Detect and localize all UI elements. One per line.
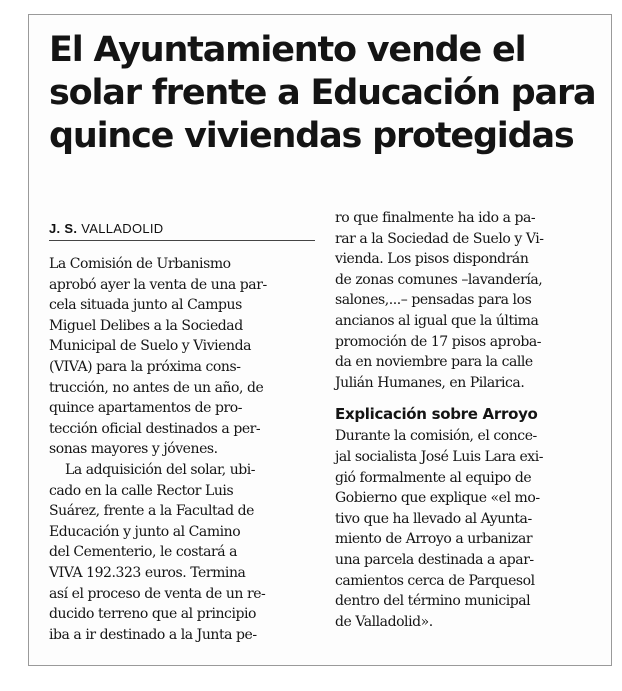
- text-line: jal socialista José Luis Lara exi-: [335, 448, 544, 465]
- text-line: iba a ir destinado a la Junta pe-: [49, 626, 257, 643]
- right-paragraph-1: [335, 208, 607, 393]
- headline-line: El Ayuntamiento vende el: [49, 30, 526, 70]
- byline-author: J. S.: [49, 221, 78, 236]
- left-paragraph-1: [49, 254, 321, 460]
- text-line: de Valladolid».: [335, 613, 433, 630]
- text-line: gió formalmente al equipo de: [335, 469, 532, 486]
- section-subhead: Explicación sobre Arroyo: [335, 405, 538, 424]
- text-line: camientos cerca de Parquesol: [335, 572, 535, 589]
- headline-line: quince viviendas protegidas: [49, 116, 574, 156]
- text-line: Miguel Delibes a la Sociedad: [49, 317, 243, 334]
- text-line: Gobierno que explique «el mo-: [335, 490, 540, 507]
- text-line: promoción de 17 pisos aproba-: [335, 333, 542, 350]
- right-paragraph-2: [335, 426, 607, 632]
- text-line: del Cementerio, le costará a: [49, 544, 238, 561]
- left-column: [49, 254, 321, 645]
- text-line: una parcela destinada a apar-: [335, 551, 534, 568]
- text-line: así el proceso de venta de un re-: [49, 585, 266, 602]
- text-line: Educación y junto al Camino: [49, 523, 241, 540]
- byline: [49, 220, 315, 241]
- text-line: La Comisión de Urbanismo: [49, 256, 231, 272]
- text-line: (VIVA) para la próxima cons-: [49, 358, 241, 375]
- text-line: tivo que ha llevado al Ayunta-: [335, 510, 532, 527]
- text-line: La adquisición del solar, ubi-: [65, 461, 256, 478]
- text-line: ro que finalmente ha ido a pa-: [335, 210, 536, 226]
- text-line: de zonas comunes –lavandería,: [335, 271, 543, 288]
- byline-location: VALLADOLID: [81, 221, 164, 236]
- left-paragraph-2: [49, 460, 321, 645]
- text-line: trucción, no antes de un año, de: [49, 379, 264, 396]
- text-line: rar a la Sociedad de Suelo y Vi-: [335, 230, 544, 247]
- text-line: ancianos al igual que la última: [335, 312, 539, 329]
- text-line: Julián Humanes, en Pilarica.: [335, 374, 525, 391]
- text-line: cela situada junto al Campus: [49, 297, 242, 314]
- text-line: tección oficial destinados a per-: [49, 420, 261, 437]
- text-line: salones,...– pensadas para los: [335, 292, 532, 309]
- right-column: [335, 208, 607, 632]
- text-line: Durante la comisión, el conce-: [335, 428, 537, 445]
- text-line: Suárez, frente a la Facultad de: [49, 503, 254, 520]
- text-line: dentro del término municipal: [335, 593, 531, 610]
- text-line: Municipal de Suelo y Vivienda: [49, 338, 251, 355]
- text-line: sonas mayores y jóvenes.: [49, 441, 218, 458]
- text-line: cado en la calle Rector Luis: [49, 482, 234, 499]
- text-line: vienda. Los pisos dispondrán: [335, 251, 529, 268]
- headline-line: solar frente a Educación para: [49, 73, 596, 113]
- text-line: miento de Arroyo a urbanizar: [335, 531, 533, 548]
- text-line: aprobó ayer la venta de una par-: [49, 276, 267, 293]
- newspaper-clipping: [28, 14, 612, 666]
- text-line: da en noviembre para la calle: [335, 354, 533, 371]
- text-line: quince apartamentos de pro-: [49, 400, 242, 417]
- text-line: VIVA 192.323 euros. Termina: [49, 564, 246, 581]
- text-line: ducido terreno que al principio: [49, 606, 256, 623]
- headline: [49, 29, 604, 158]
